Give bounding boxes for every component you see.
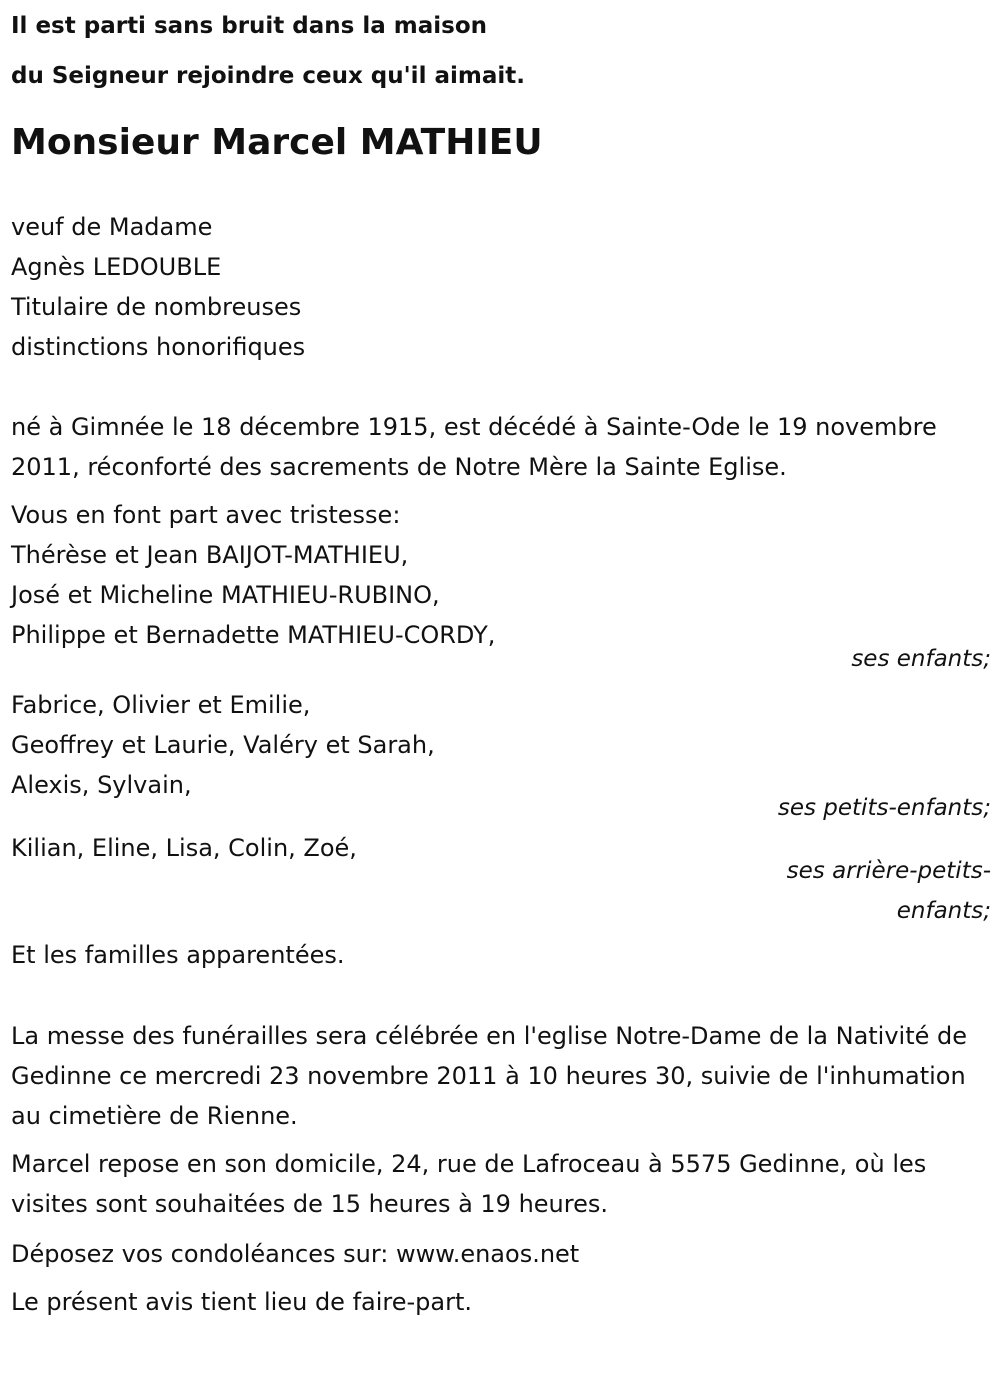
intro-line-2: du Seigneur rejoindre ceux qu'il aimait. [11,63,525,89]
deceased-name: Monsieur Marcel MATHIEU [11,122,543,163]
widow-line-4: distinctions honorifiques [11,333,306,361]
intro-line-1: Il est parti sans bruit dans la maison [11,13,488,39]
grandchild-entry: Fabrice, Olivier et Emilie, [11,691,311,719]
grandchildren-list [11,685,991,805]
birth-death-paragraph: né à Gimnée le 18 décembre 1915, est décédé à Sainte-Ode le 19 novembre 2011, réconforté des sacrements de Notre Mère la Sainte Eglise. [11,413,937,481]
grandchild-entry: Geoffrey et Laurie, Valéry et Sarah, [11,731,435,759]
great-grandchild-entry: Kilian, Eline, Lisa, Colin, Zoé, [11,834,357,862]
child-entry: Philippe et Bernadette MATHIEU-CORDY, [11,621,496,649]
child-entry: José et Micheline MATHIEU-RUBINO, [11,581,440,609]
related-families: Et les familles apparentées. [11,941,345,969]
grandchild-entry: Alexis, Sylvain, [11,771,192,799]
widow-line-2: Agnès LEDOUBLE [11,253,222,281]
funeral-details: La messe des funérailles sera célébrée en l'eglise Notre-Dame de la Nativité de Gedinne ce mercredi 23 novembre 2011 à 10 heures 30, suivie de l'inhumation au cimetière de Rienne. [11,1022,968,1130]
grandchildren-label: ses petits-enfants; [777,795,991,821]
great-grandchildren-label-line-1: ses arrière-petits- [786,858,991,884]
widow-info [11,207,991,367]
widow-line-3: Titulaire de nombreuses [11,293,302,321]
notice-line: Le présent avis tient lieu de faire-part. [11,1288,473,1316]
obituary-notice [11,0,991,1322]
widow-line-1: veuf de Madame [11,213,213,241]
intro-verse [11,0,991,101]
condolences-line: Déposez vos condoléances sur: www.enaos.net [11,1240,580,1268]
children-list [11,495,991,655]
children-label: ses enfants; [851,646,991,672]
resting-place: Marcel repose en son domicile, 24, rue de Lafroceau à 5575 Gedinne, où les visites sont souhaitées de 15 heures à 19 heures. [11,1150,927,1218]
child-entry: Thérèse et Jean BAIJOT-MATHIEU, [11,541,409,569]
great-grandchildren-label-line-2: enfants; [896,898,991,924]
announcement-intro: Vous en font part avec tristesse: [11,501,401,529]
